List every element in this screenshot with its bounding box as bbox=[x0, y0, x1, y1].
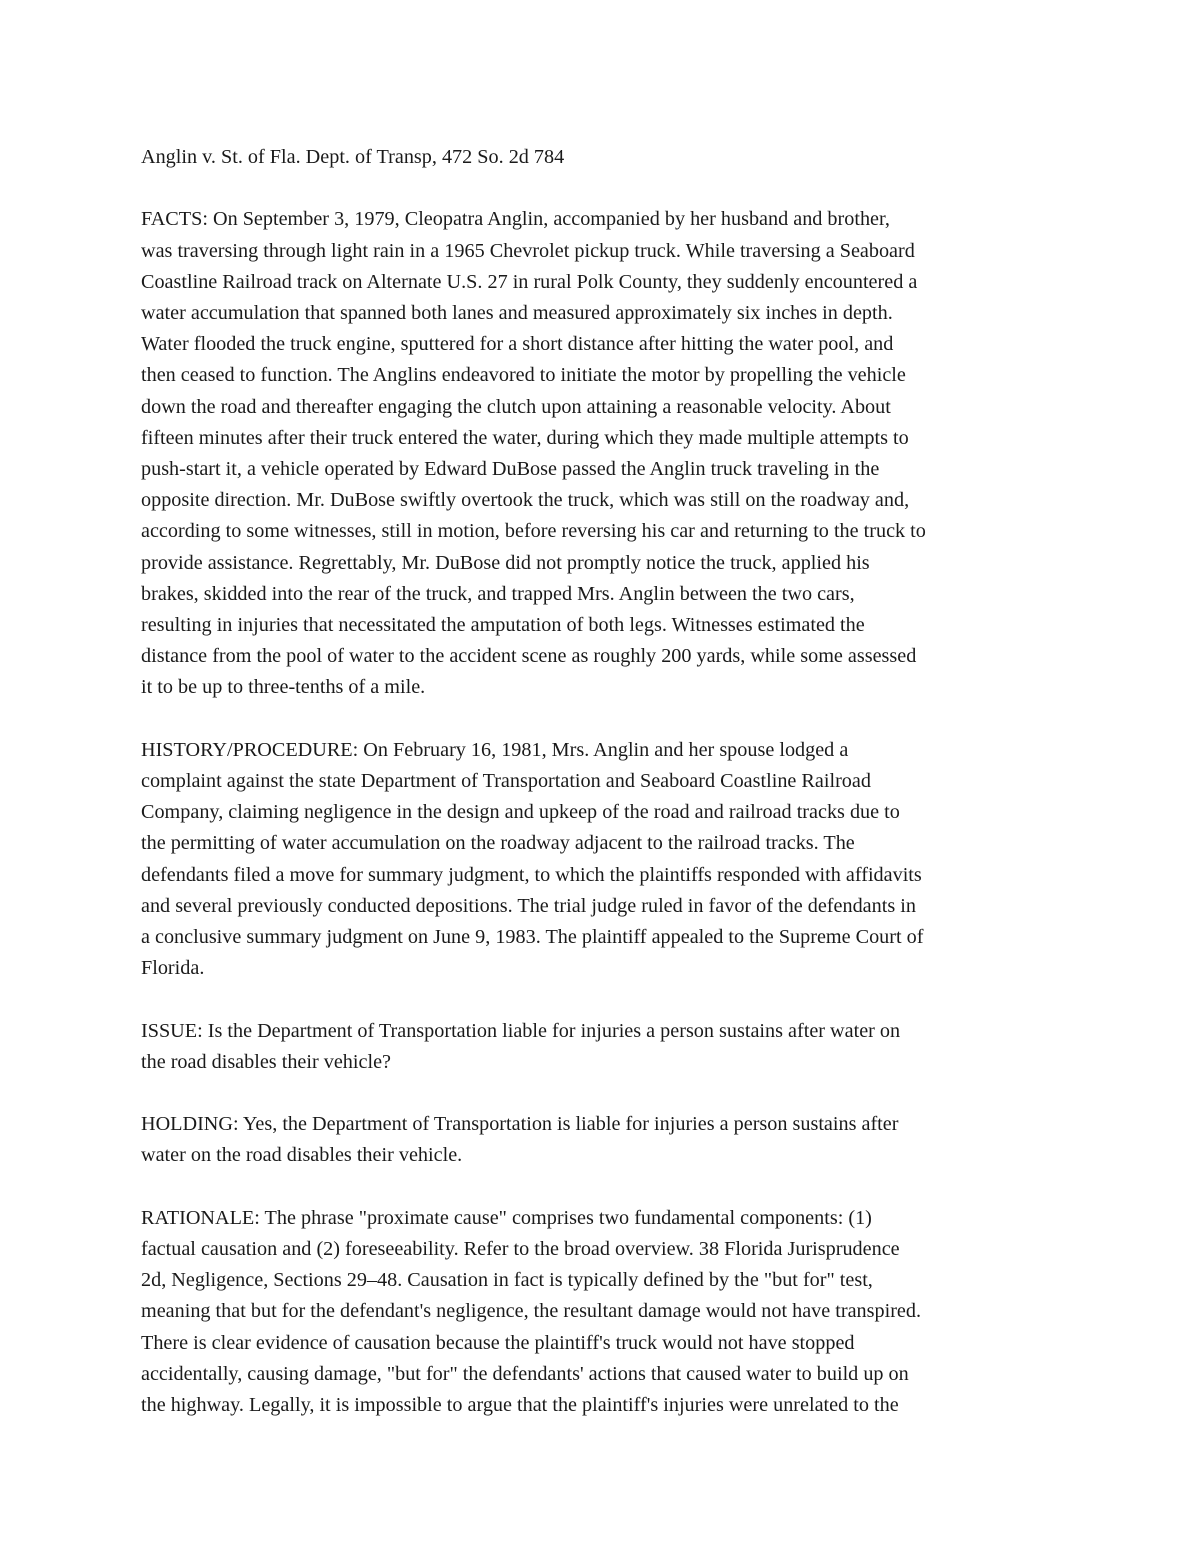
text-line: brakes, skidded into the rear of the truck, and trapped Mrs. Anglin between the two cars, bbox=[141, 582, 855, 605]
text-line: accidentally, causing damage, "but for" the defendants' actions that caused water to build up on bbox=[141, 1362, 909, 1385]
text-line: and several previously conducted depositions. The trial judge ruled in favor of the defendants in bbox=[141, 894, 916, 917]
text-line: push-start it, a vehicle operated by Edward DuBose passed the Anglin truck traveling in the bbox=[141, 458, 880, 481]
text-line: Florida. bbox=[141, 957, 205, 980]
text-line: the road disables their vehicle? bbox=[141, 1050, 391, 1073]
text-line: was traversing through light rain in a 1965 Chevrolet pickup truck. While traversing a Seaboard bbox=[141, 239, 915, 262]
facts-paragraph bbox=[141, 204, 1066, 703]
text-line: factual causation and (2) foreseeability. Refer to the broad overview. 38 Florida Jurisprudence bbox=[141, 1238, 900, 1261]
text-line: Company, claiming negligence in the design and upkeep of the road and railroad tracks due to bbox=[141, 801, 900, 824]
text-line: opposite direction. Mr. DuBose swiftly overtook the truck, which was still on the roadway and, bbox=[141, 489, 910, 512]
text-line: fifteen minutes after their truck entered the water, during which they made multiple attempts to bbox=[141, 426, 909, 449]
text-line: There is clear evidence of causation because the plaintiff's truck would not have stopped bbox=[141, 1331, 855, 1354]
text-line: 2d, Negligence, Sections 29–48. Causation in fact is typically defined by the "but for" test, bbox=[141, 1269, 873, 1292]
history-procedure-paragraph bbox=[141, 735, 1066, 985]
text-line: HOLDING: Yes, the Department of Transportation is liable for injuries a person sustains after bbox=[141, 1113, 899, 1136]
text-line: Coastline Railroad track on Alternate U.S. 27 in rural Polk County, they suddenly encountered a bbox=[141, 270, 918, 293]
text-line: a conclusive summary judgment on June 9, 1983. The plaintiff appealed to the Supreme Court of bbox=[141, 926, 924, 949]
text-line: down the road and thereafter engaging the clutch upon attaining a reasonable velocity. About bbox=[141, 395, 891, 418]
text-line: according to some witnesses, still in motion, before reversing his car and returning to the truck to bbox=[141, 520, 926, 543]
issue-paragraph bbox=[141, 1016, 1066, 1078]
text-line: defendants filed a move for summary judgment, to which the plaintiffs responded with affidavits bbox=[141, 863, 922, 886]
title-line: Anglin v. St. of Fla. Dept. of Transp, 472 So. 2d 784 bbox=[141, 146, 565, 168]
text-line: the permitting of water accumulation on the roadway adjacent to the railroad tracks. The bbox=[141, 832, 855, 855]
text-line: water on the road disables their vehicle. bbox=[141, 1144, 463, 1167]
text-line: HISTORY/PROCEDURE: On February 16, 1981, Mrs. Anglin and her spouse lodged a bbox=[141, 738, 849, 761]
text-line: it to be up to three-tenths of a mile. bbox=[141, 676, 426, 699]
rationale-paragraph bbox=[141, 1203, 1066, 1421]
text-line: ISSUE: Is the Department of Transportation liable for injuries a person sustains after water on bbox=[141, 1019, 901, 1042]
text-line: the highway. Legally, it is impossible to argue that the plaintiff's injuries were unrelated to the bbox=[141, 1394, 899, 1417]
text-line: meaning that but for the defendant's negligence, the resultant damage would not have transpired. bbox=[141, 1300, 922, 1323]
document-title bbox=[141, 142, 1066, 173]
text-line: provide assistance. Regrettably, Mr. DuBose did not promptly notice the truck, applied his bbox=[141, 551, 870, 574]
text-line: complaint against the state Department of Transportation and Seaboard Coastline Railroad bbox=[141, 770, 871, 793]
text-line: RATIONALE: The phrase "proximate cause" comprises two fundamental components: (1) bbox=[141, 1206, 872, 1229]
text-line: resulting in injuries that necessitated the amputation of both legs. Witnesses estimated the bbox=[141, 614, 865, 637]
text-line: then ceased to function. The Anglins endeavored to initiate the motor by propelling the vehicle bbox=[141, 364, 906, 387]
text-line: distance from the pool of water to the accident scene as roughly 200 yards, while some assessed bbox=[141, 645, 917, 668]
text-line: FACTS: On September 3, 1979, Cleopatra Anglin, accompanied by her husband and brother, bbox=[141, 208, 890, 231]
document-body bbox=[141, 142, 1066, 1452]
text-line: Water flooded the truck engine, sputtered for a short distance after hitting the water pool, and bbox=[141, 333, 894, 356]
text-line: water accumulation that spanned both lanes and measured approximately six inches in depth. bbox=[141, 302, 893, 324]
holding-paragraph bbox=[141, 1109, 1066, 1171]
